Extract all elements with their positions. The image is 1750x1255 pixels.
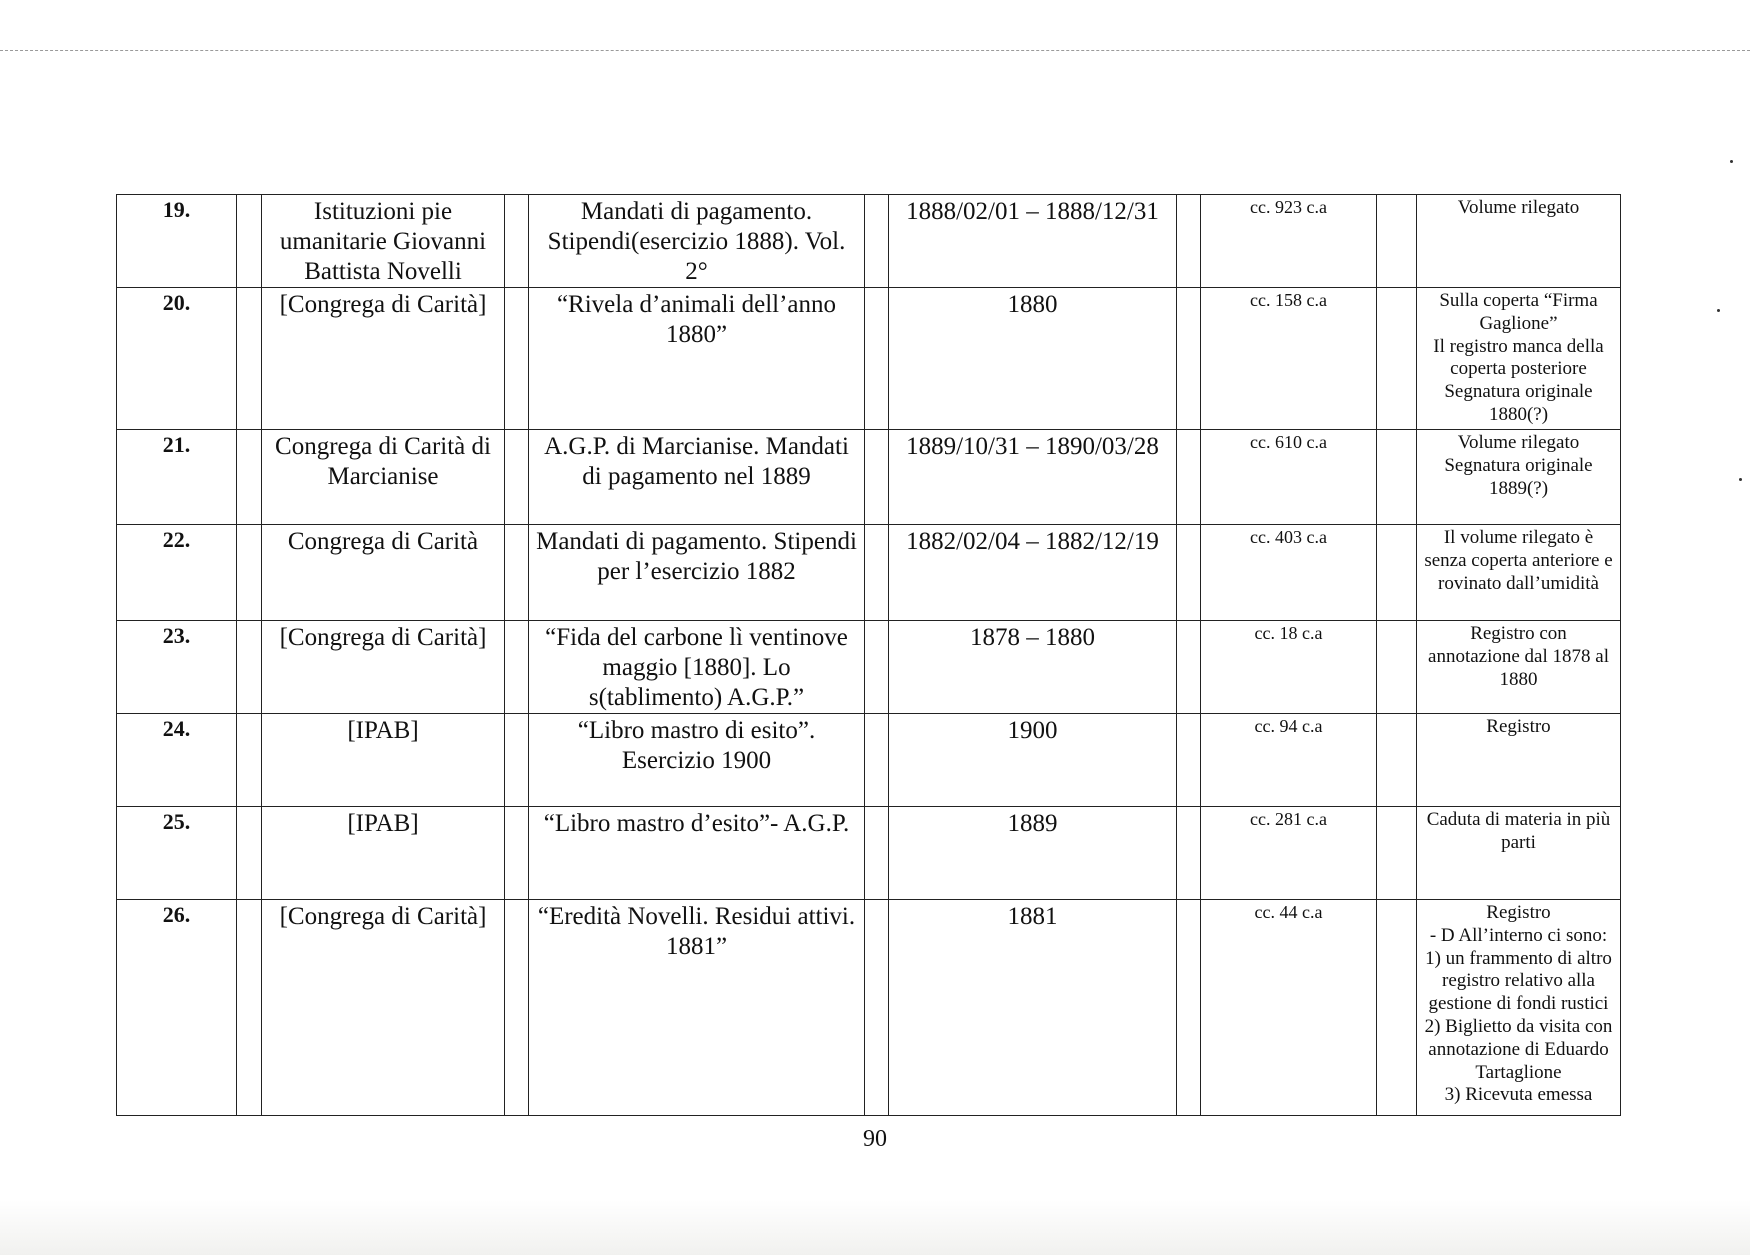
entry-number: 25. (117, 807, 237, 900)
gap-cell (1177, 430, 1201, 525)
date-cell: 1881 (889, 900, 1177, 1116)
date-cell: 1878 – 1880 (889, 621, 1177, 714)
note-line: - D All’interno ci sono: (1429, 924, 1608, 946)
entry-number: 24. (117, 714, 237, 807)
gap-cell (237, 621, 262, 714)
pages-cell: cc. 44 c.a (1201, 900, 1377, 1116)
gap-cell (1177, 195, 1201, 288)
gap-cell (1177, 714, 1201, 807)
pages-cell: cc. 610 c.a (1201, 430, 1377, 525)
gap-cell (505, 430, 529, 525)
gap-cell (1177, 288, 1201, 430)
gap-cell (1177, 621, 1201, 714)
gap-cell (865, 621, 889, 714)
gap-cell (237, 195, 262, 288)
gap-cell (1377, 807, 1417, 900)
note-line: Registro con annotazione dal 1878 al 1880 (1428, 623, 1609, 690)
gap-cell (237, 714, 262, 807)
entity-cell: Congrega di Carità (262, 525, 505, 621)
gap-cell (505, 714, 529, 807)
gap-cell (865, 195, 889, 288)
pages-cell: cc. 403 c.a (1201, 525, 1377, 621)
gap-cell (1377, 714, 1417, 807)
entry-number: 22. (117, 525, 237, 621)
pages-cell: cc. 158 c.a (1201, 288, 1377, 430)
entity-cell: Istituzioni pie umanitarie Giovanni Battista Novelli (262, 195, 505, 288)
title-cell: Mandati di pagamento. Stipendi(esercizio 1888). Vol. 2° (529, 195, 865, 288)
date-cell: 1900 (889, 714, 1177, 807)
gap-cell (237, 288, 262, 430)
entity-cell: [Congrega di Carità] (262, 621, 505, 714)
scan-edge-shadow (0, 1200, 1750, 1255)
gap-cell (505, 525, 529, 621)
date-cell: 1880 (889, 288, 1177, 430)
table-row (117, 714, 1621, 807)
gap-cell (237, 807, 262, 900)
note-line: Registro (1486, 902, 1551, 923)
table-row (117, 900, 1621, 1116)
notes-cell (1417, 621, 1621, 714)
gap-cell (1377, 525, 1417, 621)
gap-cell (1177, 900, 1201, 1116)
note-line: Caduta di materia in più parti (1426, 809, 1611, 853)
pages-cell: cc. 923 c.a (1201, 195, 1377, 288)
gap-cell (505, 288, 529, 430)
note-line: Il registro manca della coperta posteriore (1433, 335, 1604, 380)
entry-number: 20. (117, 288, 237, 430)
note-line: Sulla coperta “Firma Gaglione” (1439, 290, 1598, 334)
gap-cell (237, 525, 262, 621)
scan-speck (1717, 309, 1720, 312)
note-line: Segnatura originale 1889(?) (1444, 454, 1593, 499)
entry-number: 19. (117, 195, 237, 288)
entity-cell: [IPAB] (262, 807, 505, 900)
gap-cell (1377, 621, 1417, 714)
gap-cell (865, 288, 889, 430)
gap-cell (237, 900, 262, 1116)
page-number: 90 (863, 1126, 887, 1152)
gap-cell (1377, 900, 1417, 1116)
table-row (117, 525, 1621, 621)
gap-cell (505, 900, 529, 1116)
pages-cell: cc. 281 c.a (1201, 807, 1377, 900)
scan-artifact-line (0, 50, 1750, 51)
date-cell: 1882/02/04 – 1882/12/19 (889, 525, 1177, 621)
gap-cell (505, 621, 529, 714)
note-line: Registro (1486, 716, 1551, 737)
title-cell: “Fida del carbone lì ventinove maggio [1880]. Lo s(tablimento) A.G.P.” (529, 621, 865, 714)
note-line: Il volume rilegato è senza coperta anteriore e rovinato dall’umidità (1424, 527, 1613, 594)
entry-number: 21. (117, 430, 237, 525)
gap-cell (865, 900, 889, 1116)
entity-cell: [Congrega di Carità] (262, 288, 505, 430)
notes-cell (1417, 288, 1621, 430)
inventory-table (116, 194, 1621, 1116)
note-line: 1) un frammento di altro registro relativo alla gestione di fondi rustici (1425, 947, 1612, 1015)
date-cell: 1889/10/31 – 1890/03/28 (889, 430, 1177, 525)
date-cell: 1888/02/01 – 1888/12/31 (889, 195, 1177, 288)
scan-speck (1739, 478, 1742, 481)
entry-number: 26. (117, 900, 237, 1116)
gap-cell (505, 195, 529, 288)
table-row (117, 288, 1621, 430)
gap-cell (1377, 195, 1417, 288)
note-line: Volume rilegato (1457, 432, 1580, 453)
title-cell: A.G.P. di Marcianise. Mandati di pagamento nel 1889 (529, 430, 865, 525)
title-cell: “Rivela d’animali dell’anno 1880” (529, 288, 865, 430)
note-line: 3) Ricevuta emessa (1444, 1084, 1593, 1106)
table-row (117, 430, 1621, 525)
title-cell: “Libro mastro d’esito”- A.G.P. (529, 807, 865, 900)
notes-cell (1417, 807, 1621, 900)
gap-cell (865, 807, 889, 900)
pages-cell: cc. 94 c.a (1201, 714, 1377, 807)
notes-cell (1417, 900, 1621, 1116)
entity-cell: [IPAB] (262, 714, 505, 807)
note-line: 2) Biglietto da visita con annotazione di Eduardo Tartaglione (1424, 1015, 1613, 1083)
gap-cell (1377, 430, 1417, 525)
entity-cell: [Congrega di Carità] (262, 900, 505, 1116)
notes-cell (1417, 195, 1621, 288)
notes-cell (1417, 714, 1621, 807)
notes-cell (1417, 525, 1621, 621)
gap-cell (865, 714, 889, 807)
entity-cell: Congrega di Carità di Marcianise (262, 430, 505, 525)
table-row (117, 621, 1621, 714)
gap-cell (865, 430, 889, 525)
date-cell: 1889 (889, 807, 1177, 900)
pages-cell: cc. 18 c.a (1201, 621, 1377, 714)
entry-number: 23. (117, 621, 237, 714)
gap-cell (237, 430, 262, 525)
table-row (117, 195, 1621, 288)
title-cell: “Eredità Novelli. Residui attivi. 1881” (529, 900, 865, 1116)
gap-cell (505, 807, 529, 900)
title-cell: “Libro mastro di esito”. Esercizio 1900 (529, 714, 865, 807)
gap-cell (1377, 288, 1417, 430)
gap-cell (1177, 525, 1201, 621)
gap-cell (1177, 807, 1201, 900)
table-row (117, 807, 1621, 900)
note-line: Segnatura originale 1880(?) (1444, 381, 1593, 425)
title-cell: Mandati di pagamento. Stipendi per l’esercizio 1882 (529, 525, 865, 621)
scan-speck (1730, 160, 1733, 163)
gap-cell (865, 525, 889, 621)
notes-cell (1417, 430, 1621, 525)
note-line: Volume rilegato (1457, 197, 1580, 218)
